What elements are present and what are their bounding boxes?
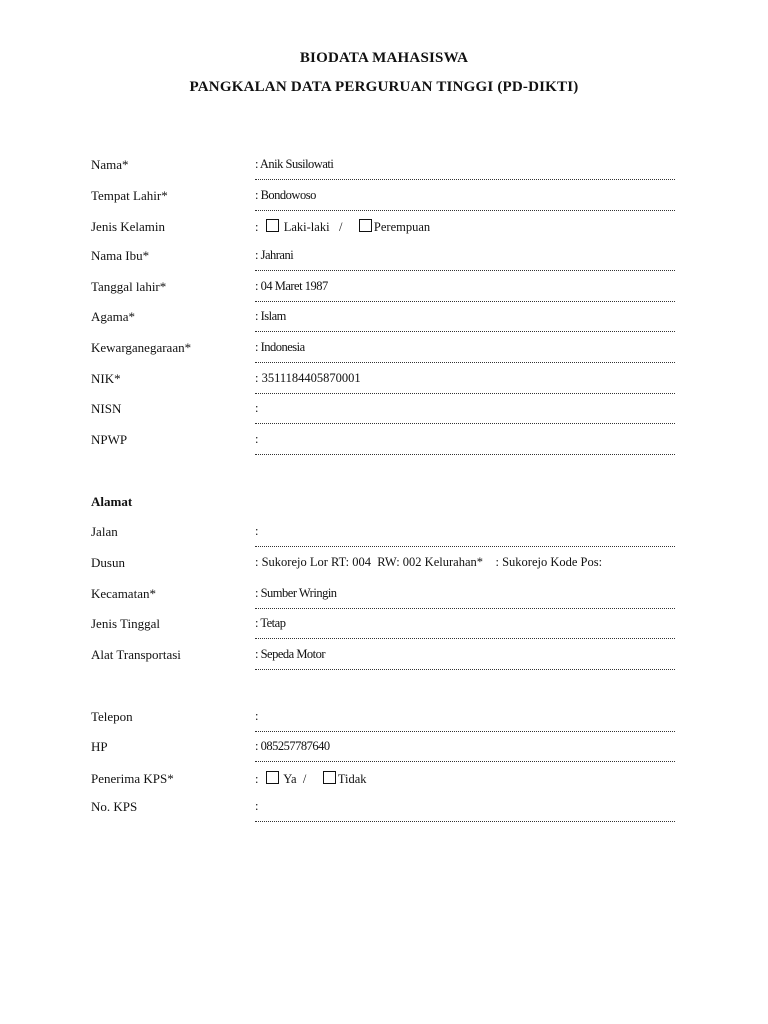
field-value[interactable]: : Jahrani (255, 248, 294, 262)
field-value[interactable]: : 085257787640 (255, 739, 330, 753)
field-nama-ibu (0, 248, 768, 278)
field-label: NISN (91, 401, 122, 416)
field-label: Tanggal lahir* (91, 279, 167, 294)
field-label: Telepon (91, 709, 133, 724)
no-checkbox[interactable] (323, 771, 336, 784)
form-title: BIODATA MAHASISWA (299, 50, 469, 66)
field-no-kps (0, 799, 768, 829)
field-value[interactable]: : (255, 709, 259, 723)
field-label: Nama Ibu* (91, 248, 150, 263)
field-agama (0, 309, 768, 339)
separator: / (302, 772, 307, 786)
field-label: NPWP (91, 432, 128, 447)
field-nama (0, 157, 768, 187)
field-label: Dusun (91, 555, 125, 570)
dotted-line (255, 173, 675, 180)
dotted-line (255, 264, 675, 271)
dotted-line (255, 204, 675, 211)
field-npwp (0, 432, 768, 462)
yes-checkbox[interactable] (266, 771, 279, 784)
yes-label: Ya (283, 772, 297, 786)
dotted-line (255, 417, 675, 424)
field-value[interactable]: : Sepeda Motor (255, 647, 326, 661)
field-value[interactable]: : Indonesia (255, 340, 305, 354)
field-label: No. KPS (91, 799, 138, 814)
dotted-line (255, 295, 675, 302)
dotted-line (255, 448, 675, 455)
field-label: Nama* (91, 157, 129, 172)
separator: / (338, 220, 343, 234)
field-label: Alat Transportasi (91, 647, 181, 662)
dotted-line (255, 602, 675, 609)
field-value[interactable]: : Sumber Wringin (255, 586, 337, 600)
dotted-line (255, 815, 675, 822)
field-hp (0, 739, 768, 769)
field-value[interactable]: : Islam (255, 309, 286, 323)
field-label: Jenis Tinggal (91, 616, 160, 631)
male-label: Laki-laki (283, 220, 330, 234)
dotted-line (255, 755, 675, 762)
field-tempat-lahir (0, 188, 768, 218)
field-value[interactable]: : (255, 799, 259, 813)
dotted-line (255, 632, 675, 639)
dotted-line (255, 325, 675, 332)
field-label: Tempat Lahir* (91, 188, 168, 203)
field-jalan (0, 524, 768, 554)
field-label: NIK* (91, 371, 121, 386)
gender-options (255, 219, 430, 235)
field-value[interactable]: : Tetap (255, 616, 286, 630)
dotted-line (255, 356, 675, 363)
field-value[interactable]: : (255, 524, 259, 538)
dotted-line (255, 663, 675, 670)
colon: : (255, 772, 259, 786)
female-label: Perempuan (373, 220, 431, 234)
field-label: Jenis Kelamin (91, 219, 166, 234)
field-value[interactable]: : 04 Maret 1987 (255, 279, 328, 293)
field-label: Penerima KPS* (91, 771, 174, 786)
female-checkbox[interactable] (359, 219, 372, 232)
field-nisn (0, 401, 768, 431)
no-label: Tidak (337, 772, 367, 786)
field-telepon (0, 709, 768, 739)
field-value[interactable]: : (255, 432, 259, 446)
male-checkbox[interactable] (266, 219, 279, 232)
field-kewarganegaraan (0, 340, 768, 370)
dotted-line (255, 540, 675, 547)
field-jenis-tinggal (0, 616, 768, 646)
field-dusun (0, 555, 768, 585)
field-label: Jalan (91, 524, 118, 539)
colon: : (255, 220, 259, 234)
field-label: HP (91, 739, 108, 754)
field-value[interactable]: : Anik Susilowati (255, 157, 334, 171)
field-value[interactable]: : Sukorejo Lor RT: 004 RW: 002 Kelurahan* : Sukorejo Kode Pos: (255, 555, 603, 569)
field-label: Kewarganegaraan* (91, 340, 192, 355)
section-heading-alamat: Alamat (91, 494, 133, 509)
field-nik (0, 371, 768, 401)
field-jenis-kelamin (0, 219, 768, 249)
field-value[interactable]: : (255, 401, 259, 415)
form-subtitle: PANGKALAN DATA PERGURUAN TINGGI (PD-DIKTI) (189, 79, 579, 95)
dotted-line (255, 725, 675, 732)
field-penerima-kps (0, 771, 768, 801)
dotted-line (255, 387, 675, 394)
field-value[interactable]: : Bondowoso (255, 188, 316, 202)
kps-options (255, 771, 367, 787)
field-tanggal-lahir (0, 279, 768, 309)
field-label: Kecamatan* (91, 586, 156, 601)
field-alat-transportasi (0, 647, 768, 677)
field-label: Agama* (91, 309, 136, 324)
field-kecamatan (0, 586, 768, 616)
field-value[interactable]: : 3511184405870001 (255, 371, 361, 385)
